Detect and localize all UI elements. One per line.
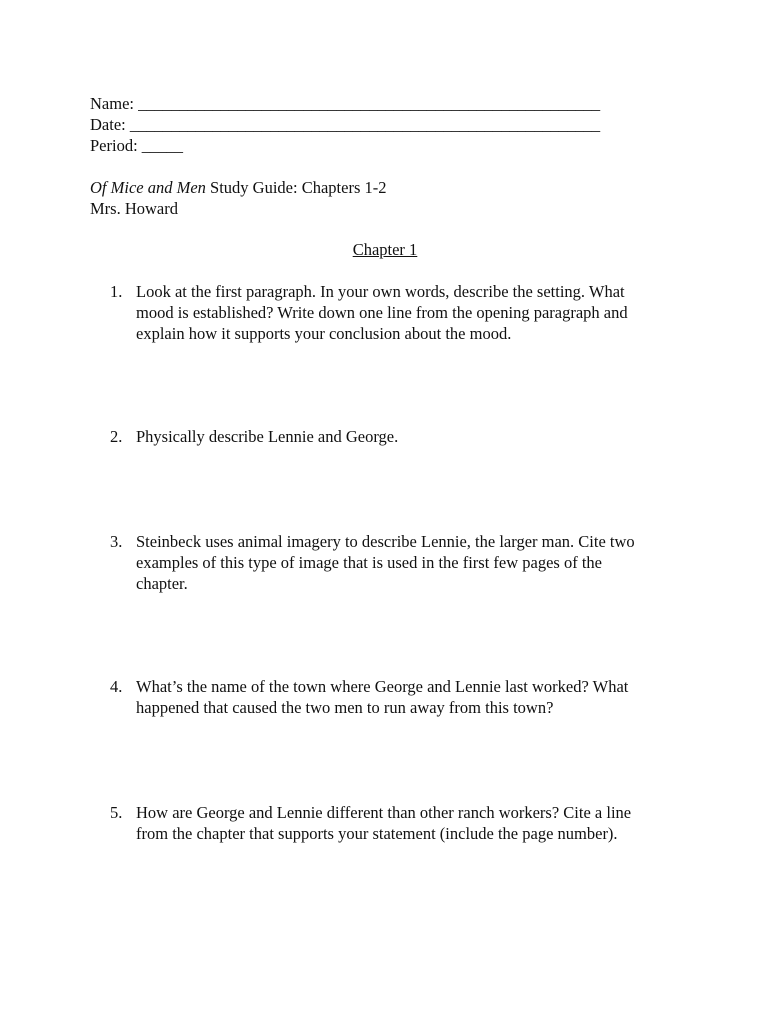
question-number: 3. [110, 532, 123, 551]
book-title: Of Mice and Men [90, 178, 206, 197]
teacher-name: Mrs. Howard [90, 199, 178, 218]
question-number: 4. [110, 677, 123, 696]
chapter-heading: Chapter 1 [352, 240, 418, 259]
title-rest: Study Guide: Chapters 1-2 [205, 178, 387, 197]
question-text: What’s the name of the town where George and Lennie last worked? What happened that caused the two men to run away from this town? [136, 677, 629, 717]
question-text: How are George and Lennie different than other ranch workers? Cite a line from the chapter that supports your statement (include the page number). [136, 803, 632, 843]
question-text: Look at the first paragraph. In your own words, describe the setting. What mood is established? Write down one line from the opening paragraph and explain how it supports your conclusion about the mood. [136, 282, 628, 343]
date-field-line: Date: _________________________________________________________ [90, 115, 601, 134]
question-number: 2. [110, 427, 123, 446]
period-field-line: Period: _____ [90, 136, 184, 155]
question-number: 1. [110, 282, 123, 301]
name-field-line: Name: ________________________________________________________ [90, 94, 601, 113]
question-text: Steinbeck uses animal imagery to describe Lennie, the larger man. Cite two examples of this type of image that is used in the first few pages of the chapter. [136, 532, 635, 593]
question-number: 5. [110, 803, 123, 822]
question-text: Physically describe Lennie and George. [136, 427, 399, 446]
study-guide-title [90, 177, 387, 198]
